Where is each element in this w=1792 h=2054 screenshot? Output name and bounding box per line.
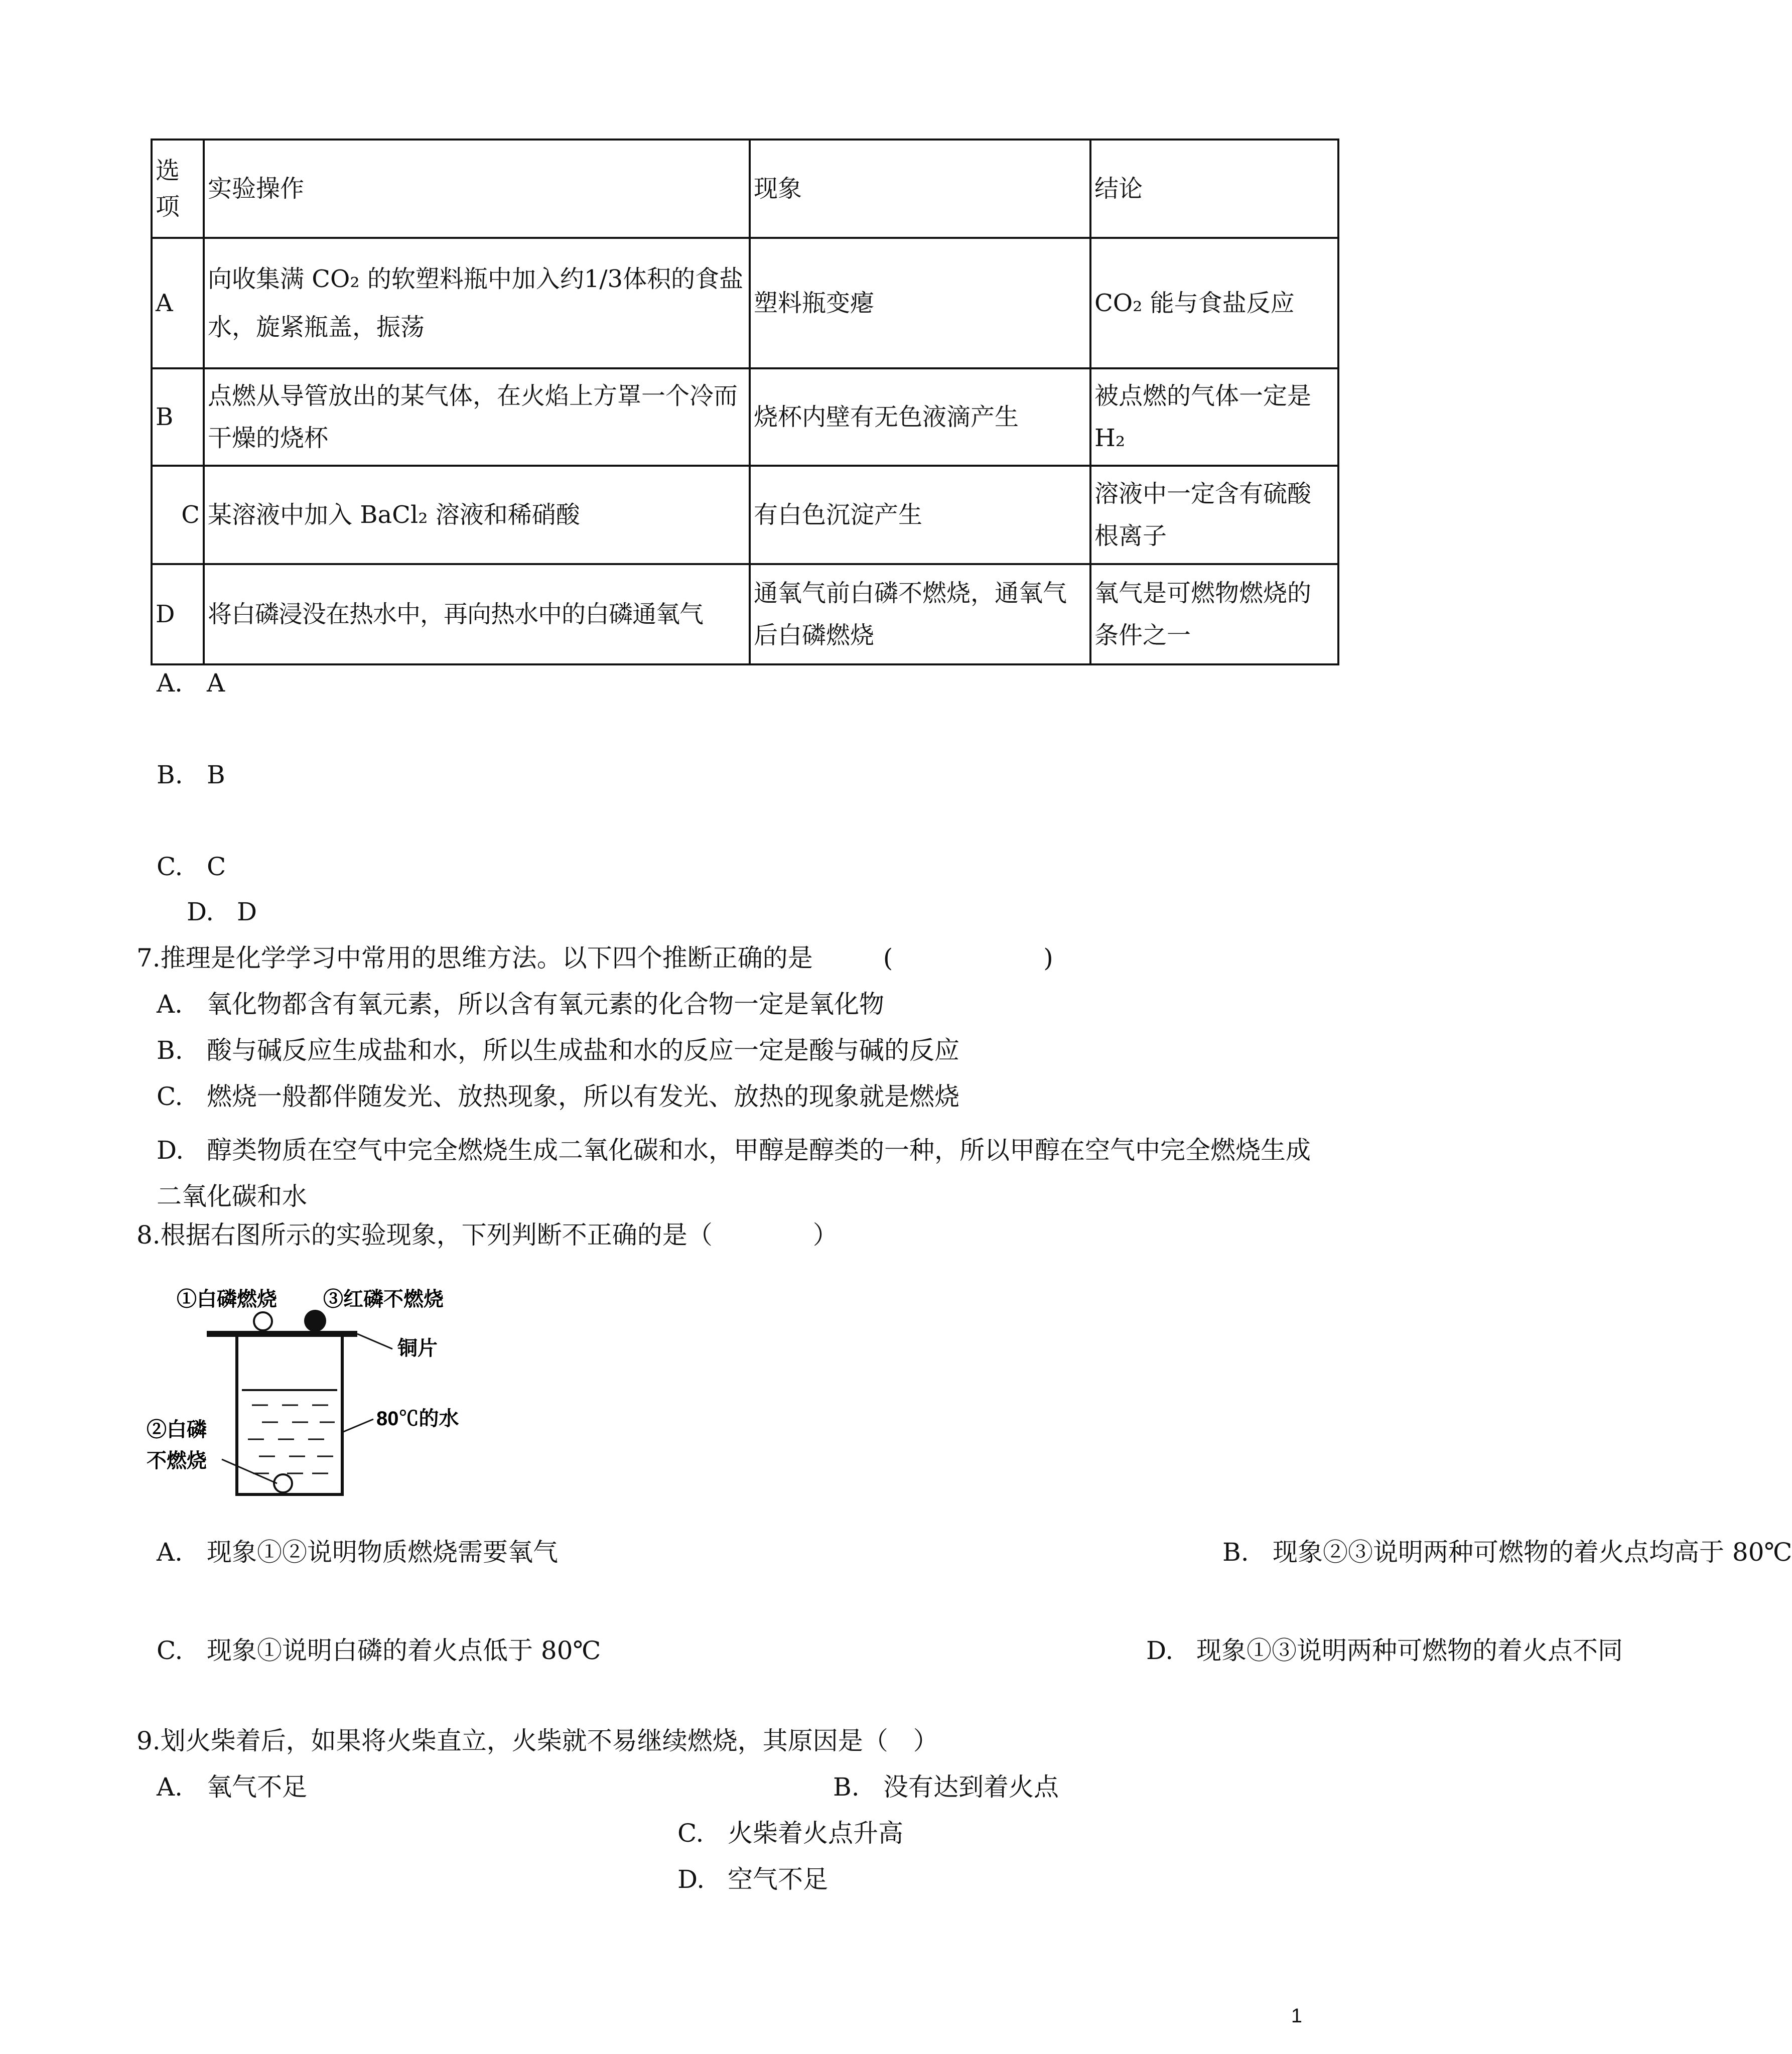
table-row — [152, 368, 1338, 466]
q8-choice-c[interactable]: C. 现象①说明白磷的着火点低于 80℃ — [157, 1636, 601, 1665]
q7-choice-b[interactable]: B. 酸与碱反应生成盐和水，所以生成盐和水的反应一定是酸与碱的反应 — [157, 1036, 959, 1065]
cell-operation: 点燃从导管放出的某气体，在火焰上方罩一个冷而干燥的烧杯 — [204, 368, 750, 466]
q9-choice-c[interactable]: C. 火柴着火点升高 — [677, 1819, 903, 1848]
copper-sheet — [207, 1331, 357, 1337]
label-white-phosphorus-under-1: ②白磷 — [147, 1419, 207, 1441]
water-hatching — [248, 1405, 335, 1473]
table-row — [152, 564, 1338, 664]
q6-choice-d[interactable]: D. D — [187, 897, 257, 926]
label-hot-water: 80℃的水 — [376, 1408, 459, 1430]
q7-choice-d[interactable]: D. 醇类物质在空气中完全燃烧生成二氧化碳和水，甲醇是醇类的一种，所以甲醇在空气中完全燃烧生成二氧化碳和水 — [157, 1136, 1311, 1211]
white-phosphorus-top-icon — [254, 1312, 272, 1330]
header-phenomenon: 现象 — [750, 140, 1090, 238]
cell-operation: 将白磷浸没在热水中，再向热水中的白磷通氧气 — [204, 564, 750, 664]
q9-stem: 9.划火柴着后，如果将火柴直立，火柴就不易继续燃烧，其原因是（ ） — [136, 1726, 938, 1755]
header-conclusion: 结论 — [1090, 140, 1338, 238]
cell-conclusion: 氧气是可燃物燃烧的条件之一 — [1090, 564, 1338, 664]
beaker — [237, 1337, 342, 1494]
red-phosphorus-icon — [304, 1310, 326, 1332]
cell-operation: 向收集满 CO₂ 的软塑料瓶中加入约1/3体积的食盐水，旋紧瓶盖，振荡 — [204, 238, 750, 368]
table-row — [152, 238, 1338, 368]
q8-choice-b[interactable]: B. 现象②③说明两种可燃物的着火点均高于 80℃ — [1222, 1538, 1792, 1567]
cell-option: A — [152, 238, 204, 368]
q9-choice-b[interactable]: B. 没有达到着火点 — [833, 1772, 1059, 1802]
cell-conclusion: CO₂ 能与食盐反应 — [1090, 238, 1338, 368]
q7-choice-c[interactable]: C. 燃烧一般都伴随发光、放热现象，所以有发光、放热的现象就是燃烧 — [157, 1082, 959, 1111]
cell-option: C — [152, 466, 204, 564]
cell-phenomenon: 塑料瓶变瘪 — [750, 238, 1090, 368]
q7-choice-a[interactable]: A. 氧化物都含有氧元素，所以含有氧元素的化合物一定是氧化物 — [157, 990, 884, 1019]
cell-conclusion: 溶液中一定含有硫酸根离子 — [1090, 466, 1338, 564]
cell-phenomenon: 有白色沉淀产生 — [750, 466, 1090, 564]
q8-choice-a[interactable]: A. 现象①②说明物质燃烧需要氧气 — [157, 1538, 558, 1567]
q6-choice-c[interactable]: C. C — [157, 852, 226, 881]
q9-choice-a[interactable]: A. 氧气不足 — [157, 1772, 307, 1802]
combustion-experiment-diagram — [136, 1274, 468, 1515]
table-header-row — [152, 140, 1338, 238]
cell-option: D — [152, 564, 204, 664]
experiment-table — [151, 139, 1339, 665]
table-row — [152, 466, 1338, 564]
label-red-phosphorus-no-burn: ③红磷不燃烧 — [323, 1288, 444, 1310]
q6-choice-a[interactable]: A. A — [157, 668, 225, 698]
header-option: 选 项 — [152, 140, 204, 238]
q8-choice-d[interactable]: D. 现象①③说明两种可燃物的着火点不同 — [1146, 1636, 1623, 1665]
cell-phenomenon: 通氧气前白磷不燃烧，通氧气后白磷燃烧 — [750, 564, 1090, 664]
page-number: 1 — [1291, 2005, 1302, 2027]
cell-conclusion: 被点燃的气体一定是 H₂ — [1090, 368, 1338, 466]
cell-operation: 某溶液中加入 BaCl₂ 溶液和稀硝酸 — [204, 466, 750, 564]
cell-option: B — [152, 368, 204, 466]
label-white-phosphorus-burns: ①白磷燃烧 — [177, 1288, 277, 1310]
q6-choice-b[interactable]: B. B — [157, 760, 225, 789]
q9-choice-d[interactable]: D. 空气不足 — [677, 1865, 828, 1894]
label-copper-sheet: 铜片 — [397, 1337, 438, 1359]
header-operation: 实验操作 — [204, 140, 750, 238]
label-white-phosphorus-under-2: 不燃烧 — [147, 1450, 207, 1472]
q7-stem: 7.推理是化学学习中常用的思维方法。以下四个推断正确的是 ( ) — [136, 943, 1053, 973]
q8-stem: 8.根据右图所示的实验现象，下列判断不正确的是（ ） — [136, 1220, 838, 1250]
cell-phenomenon: 烧杯内壁有无色液滴产生 — [750, 368, 1090, 466]
